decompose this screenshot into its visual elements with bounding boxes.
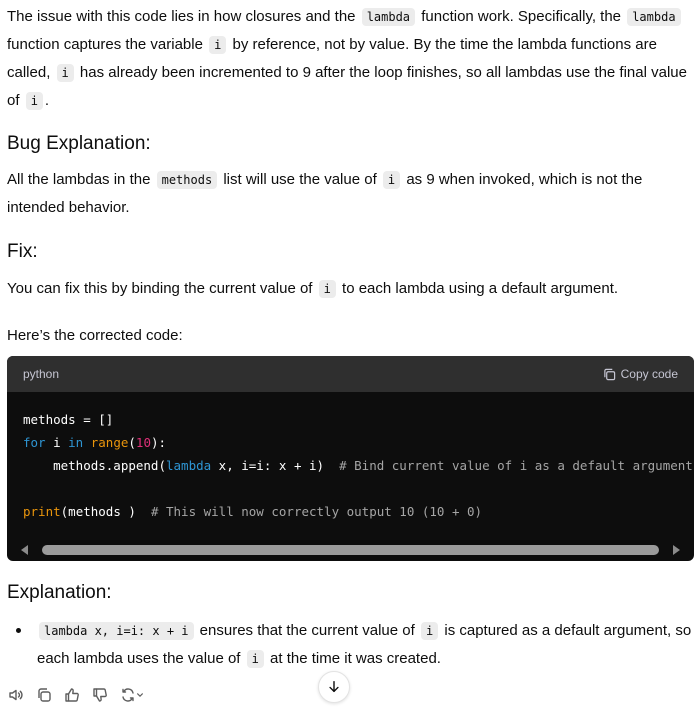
- thumbs-down-icon: [92, 687, 108, 703]
- chevron-down-icon: [136, 691, 144, 699]
- heading-bug-explanation: Bug Explanation:: [7, 133, 151, 154]
- bullet-dot-icon: [16, 628, 21, 633]
- code-line-1: methods = []: [23, 412, 114, 427]
- inline-code: i: [421, 622, 438, 640]
- code-text: methods.append(: [23, 458, 166, 473]
- builtin: print: [23, 504, 61, 519]
- regenerate-button[interactable]: [119, 686, 145, 704]
- keyword: lambda: [166, 458, 212, 473]
- text: The issue with this code lies in how closures and the: [7, 8, 360, 25]
- speaker-icon: [8, 687, 24, 703]
- text: as 9 when invoked, which is not the intended behavior.: [7, 171, 643, 216]
- inline-code: i: [26, 92, 43, 110]
- builtin: range: [90, 435, 129, 450]
- code-text: i: [45, 435, 69, 450]
- comment: # This will now correctly output 10 (10 + 0): [150, 504, 483, 519]
- keyword: in: [68, 435, 84, 450]
- code-block: [7, 356, 694, 561]
- paragraph-closure-issue: [7, 3, 693, 115]
- heading-explanation: Explanation:: [7, 582, 112, 603]
- read-aloud-button[interactable]: [7, 686, 25, 704]
- text: function captures the variable: [7, 36, 208, 53]
- inline-code: lambda: [362, 8, 415, 26]
- heading-fix: Fix:: [7, 241, 38, 262]
- text: ensures that the current value of: [195, 622, 419, 639]
- text: by reference, not by value. By the time the lambda functions are called,: [7, 36, 657, 81]
- text: to each lambda using a default argument.: [337, 280, 619, 297]
- code-text: (: [128, 435, 136, 450]
- code-text: (methods ): [60, 504, 151, 519]
- copy-icon: [603, 368, 616, 381]
- bullet-list: [7, 617, 693, 673]
- inline-code: i: [57, 64, 74, 82]
- message-actions: [7, 686, 145, 704]
- code-text: x, i=i: x + i): [211, 458, 340, 473]
- text: All the lambdas in the: [7, 171, 155, 188]
- text: list will use the value of: [219, 171, 381, 188]
- copy-message-button[interactable]: [35, 686, 53, 704]
- inline-code: lambda x, i=i: x + i: [39, 622, 194, 640]
- inline-code: lambda: [627, 8, 680, 26]
- code-line-5: [23, 504, 482, 519]
- code-language-label: python: [23, 367, 60, 381]
- copy-code-button[interactable]: [603, 367, 678, 381]
- thumbs-up-button[interactable]: [63, 686, 81, 704]
- code-line-3: [23, 458, 693, 473]
- text: is captured as a default argument, so each lambda uses the value of: [37, 622, 692, 667]
- code-line-2: [23, 435, 166, 450]
- text: .: [44, 92, 50, 109]
- inline-code: i: [247, 650, 264, 668]
- paragraph-fix: [7, 275, 618, 303]
- inline-code: methods: [157, 171, 218, 189]
- inline-code: i: [209, 36, 226, 54]
- horizontal-scrollbar[interactable]: [7, 539, 694, 561]
- text: function work. Specifically, the: [417, 8, 626, 25]
- comment: # Bind current value of i as a default argument: [339, 458, 693, 473]
- inline-code: i: [383, 171, 400, 189]
- code-text: [83, 435, 91, 450]
- code-header: [7, 356, 694, 392]
- thumbs-down-button[interactable]: [91, 686, 109, 704]
- code-content: [7, 392, 694, 523]
- arrow-down-icon: [327, 680, 341, 694]
- list-item: [37, 617, 693, 673]
- scrollbar-track[interactable]: [42, 545, 659, 555]
- thumbs-up-icon: [64, 687, 80, 703]
- text: You can fix this by binding the current value of: [7, 280, 317, 297]
- number: 10: [135, 435, 151, 450]
- copy-code-label: Copy code: [620, 367, 678, 381]
- scroll-to-bottom-button[interactable]: [318, 671, 350, 703]
- scroll-left-icon[interactable]: [21, 545, 28, 555]
- code-text: ):: [150, 435, 167, 450]
- copy-icon: [36, 687, 52, 703]
- inline-code: i: [319, 280, 336, 298]
- scrollbar-thumb[interactable]: [42, 545, 659, 555]
- text: has already been incremented to 9 after the loop finishes, so all lambdas use the final value of: [7, 64, 687, 109]
- paragraph-corrected-code: Here’s the corrected code:: [7, 327, 183, 344]
- scroll-right-icon[interactable]: [673, 545, 680, 555]
- regenerate-icon: [120, 687, 136, 703]
- keyword: for: [23, 435, 46, 450]
- paragraph-bug-explanation: [7, 166, 693, 221]
- text: at the time it was created.: [265, 650, 441, 667]
